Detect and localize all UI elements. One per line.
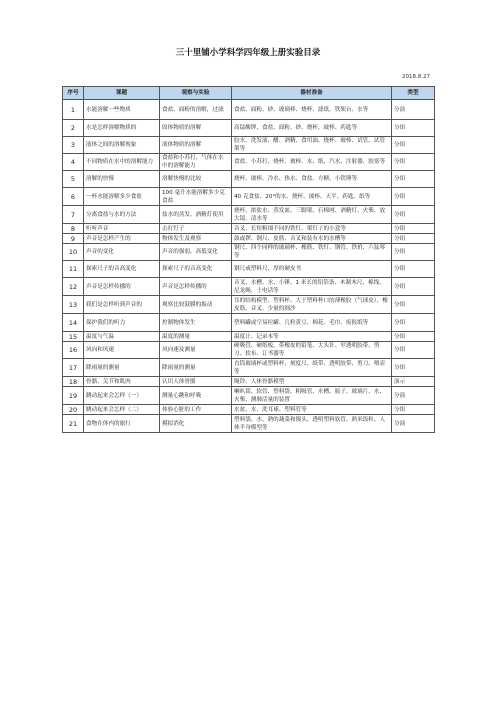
- cell-number: 9: [63, 234, 84, 244]
- cell-equipment: 水盆、水、洗耳球、塑料管等: [232, 405, 392, 415]
- cell-number: 12: [63, 278, 84, 296]
- cell-number: 10: [63, 244, 84, 261]
- cell-type: 分组: [392, 359, 435, 377]
- table-row: [63, 234, 435, 244]
- cell-number: 16: [63, 342, 84, 359]
- cell-type: 分组: [392, 332, 435, 342]
- cell-number: 14: [63, 314, 84, 332]
- cell-topic: 风向和风速: [84, 342, 160, 359]
- cell-equipment: 40 克食盐、20°的水、烧杯、玻棒、天平、药匙、纸等: [232, 188, 392, 206]
- table-row: [63, 120, 435, 137]
- cell-observation: 固体物质的溶解: [160, 120, 232, 137]
- cell-topic: 跳动起来会怎样（一）: [84, 387, 160, 405]
- cell-equipment: 鼓或锣、钢尺、皮筋、音叉和装有水的水槽等: [232, 234, 392, 244]
- experiment-table: [62, 86, 435, 433]
- cell-observation: 模拟消化: [160, 415, 232, 433]
- cell-number: 18: [63, 377, 84, 387]
- cell-equipment: 烧杯、浓盐水、蒸发皿、三脚架、石棉网、酒精灯、火柴、放大镜、清水等: [232, 206, 392, 224]
- cell-equipment: 高锰酸钾、食盐、面粉、砂、烧杯、玻棒、药匙等: [232, 120, 392, 137]
- cell-number: 2: [63, 120, 84, 137]
- table-row: [63, 188, 435, 206]
- cell-topic: 降雨量的测量: [84, 359, 160, 377]
- cell-type: 分组: [392, 342, 435, 359]
- cell-observation: 食盐、面粉的溶解，过滤: [160, 100, 232, 120]
- cell-type: 分组: [392, 405, 435, 415]
- cell-topic: 水能溶解一些物质: [84, 100, 160, 120]
- cell-equipment: 塑料罐或空易拉罐、几粒黄豆、棉花、毛巾、废报纸等: [232, 314, 392, 332]
- table-row: [63, 377, 435, 387]
- cell-type: 分组: [392, 171, 435, 188]
- cell-number: 11: [63, 261, 84, 278]
- cell-equipment: 音叉、水槽、水、小锤、1 米长的铝箔条、木制木尺、棉线、尼龙绳、土电话等: [232, 278, 392, 296]
- header-observation: 观察与实验: [160, 87, 232, 100]
- cell-observation: 液体物质的溶解: [160, 137, 232, 154]
- cell-type: 分组: [392, 120, 435, 137]
- cell-equipment: 钢尺或塑料尺、厚的硬皮书: [232, 261, 392, 278]
- cell-observation: 控制物体发生: [160, 314, 232, 332]
- cell-type: 分组: [392, 206, 435, 224]
- cell-equipment: 喇叭筒、软管、塑料袋、粗吸管、水槽、瓶子、玻璃片、水、火柴、测肺活量的装置: [232, 387, 392, 405]
- cell-type: 分演: [392, 100, 435, 120]
- document-title: 三十里铺小学科学四年级上册实验目录: [175, 48, 321, 58]
- cell-type: 分组: [392, 314, 435, 332]
- cell-equipment: 塑料袋、水、熟的蔬菜和馒头、透明塑料软管、熟米饭粒、人体半身模型等: [232, 415, 392, 433]
- cell-type: 分组: [392, 278, 435, 296]
- cell-number: 21: [63, 415, 84, 433]
- cell-topic: 声音是怎样产生的: [84, 234, 160, 244]
- cell-number: 4: [63, 154, 84, 171]
- cell-type: 分组: [392, 296, 435, 314]
- table-row: [63, 342, 435, 359]
- cell-number: 19: [63, 387, 84, 405]
- cell-type: 分组: [392, 154, 435, 171]
- cell-observation: 认识人体骨骼: [160, 377, 232, 387]
- cell-type: 分组: [392, 261, 435, 278]
- cell-number: 7: [63, 206, 84, 224]
- table-header-row: [63, 87, 435, 100]
- cell-type: 分演: [392, 415, 435, 433]
- table-row: [63, 224, 435, 234]
- cell-observation: 降雨量的测量: [160, 359, 232, 377]
- cell-observation: 声音的强弱、高低变化: [160, 244, 232, 261]
- cell-number: 3: [63, 137, 84, 154]
- cell-topic: 保护我们的听力: [84, 314, 160, 332]
- cell-type: 分演: [392, 387, 435, 405]
- cell-topic: 食物在体内的旅行: [84, 415, 160, 433]
- cell-topic: 听听声音: [84, 224, 160, 234]
- cell-equipment: 食盐、小苏打、烧杯、玻棒、水、纸、汽水、注射器、胶塞等: [232, 154, 392, 171]
- table-row: [63, 100, 435, 120]
- table-row: [63, 332, 435, 342]
- cell-observation: 100 毫升水能溶解多少克食盐: [160, 188, 232, 206]
- table-row: [63, 278, 435, 296]
- cell-type: 分组: [392, 224, 435, 234]
- cell-topic: 跳动起来会怎样（二）: [84, 405, 160, 415]
- cell-number: 1: [63, 100, 84, 120]
- table-row: [63, 387, 435, 405]
- cell-topic: 分离食盐与水的方法: [84, 206, 160, 224]
- cell-number: 8: [63, 224, 84, 234]
- cell-equipment: 耳的结构模型、塑料杯、大于塑料杯口的薄橡胶（气球皮）、橡皮筋、音叉、少量的细沙: [232, 296, 392, 314]
- cell-number: 5: [63, 171, 84, 188]
- cell-number: 20: [63, 405, 84, 415]
- table-row: [63, 314, 435, 332]
- cell-observation: 风向速及测量: [160, 342, 232, 359]
- cell-observation: 击打钉子: [160, 224, 232, 234]
- cell-type: 演示: [392, 377, 435, 387]
- cell-topic: 温度与气温: [84, 332, 160, 342]
- cell-equipment: 钢尺、四个同样的玻璃杯、橡筋、铁钉、钢管、铁价、六弦琴等: [232, 244, 392, 261]
- cell-topic: 溶解的快慢: [84, 171, 160, 188]
- table-row: [63, 154, 435, 171]
- cell-number: 17: [63, 359, 84, 377]
- cell-topic: 声音是怎样传播的: [84, 278, 160, 296]
- cell-observation: 食盐和小苏打、气体在水中的溶解能力: [160, 154, 232, 171]
- cell-observation: 盐水的蒸发、酒精灯使用: [160, 206, 232, 224]
- table-row: [63, 261, 435, 278]
- cell-equipment: 音叉、长短粗细不同的铁钉、架钉子的小盒等: [232, 224, 392, 234]
- cell-equipment: 食盐、面粉、砂、玻璃棒、烧杯、滤纸、铁架台、水等: [232, 100, 392, 120]
- cell-type: 分组: [392, 234, 435, 244]
- cell-topic: 声音的变化: [84, 244, 160, 261]
- cell-observation: 观察比较鼓膜的振动: [160, 296, 232, 314]
- cell-type: 分组: [392, 244, 435, 261]
- table-row: [63, 206, 435, 224]
- cell-equipment: 烧杯、玻棒、冷水、热水、食盐、方糖、小铁锤等: [232, 171, 392, 188]
- cell-topic: 水是怎样溶解物质的: [84, 120, 160, 137]
- table-row: [63, 296, 435, 314]
- table-row: [63, 405, 435, 415]
- cell-observation: 物体发生及观察: [160, 234, 232, 244]
- header-type: 类型: [392, 87, 435, 100]
- cell-observation: 探索尺子的音高变化: [160, 261, 232, 278]
- cell-topic: 液体之间的溶解现象: [84, 137, 160, 154]
- cell-topic: 骨骼、关节和肌肉: [84, 377, 160, 387]
- cell-observation: 声音是怎样传播的: [160, 278, 232, 296]
- table-row: [63, 359, 435, 377]
- table-row: [63, 244, 435, 261]
- cell-type: 分组: [392, 137, 435, 154]
- cell-observation: 温度的测量: [160, 332, 232, 342]
- cell-number: 13: [63, 296, 84, 314]
- cell-number: 15: [63, 332, 84, 342]
- cell-equipment: 胶水、洗发液、醋、酒精、食用油、烧杯、玻棒、试管、试管架等: [232, 137, 392, 154]
- cell-number: 6: [63, 188, 84, 206]
- table-row: [63, 137, 435, 154]
- cell-equipment: 温度计、记录本等: [232, 332, 392, 342]
- cell-equipment: 直筒玻璃杯或塑料杯、刻度尺、纸带、透明胶带、剪刀、喷壶等: [232, 359, 392, 377]
- cell-observation: 体验心脏的工作: [160, 405, 232, 415]
- cell-equipment: 绳铃、人体骨骼模型: [232, 377, 392, 387]
- cell-equipment: 硬吸管、硬纸板、带橡皮的铅笔、大头针、窄透明胶带、剪刀、软布、订书器等: [232, 342, 392, 359]
- cell-type: 分组: [392, 188, 435, 206]
- header-equipment: 器材准备: [232, 87, 392, 100]
- table-row: [63, 171, 435, 188]
- cell-observation: 溶解快慢的比较: [160, 171, 232, 188]
- document-date: 2018.8.27: [402, 74, 430, 80]
- cell-topic: 一杯水能溶解多少食盐: [84, 188, 160, 206]
- header-number: 序号: [63, 87, 84, 100]
- header-topic: 课题: [84, 87, 160, 100]
- cell-topic: 不同物质在水中的溶解能力: [84, 154, 160, 171]
- cell-topic: 我们是怎样听到声音的: [84, 296, 160, 314]
- cell-observation: 测量心跳和呼吸: [160, 387, 232, 405]
- cell-topic: 探索尺子的音高变化: [84, 261, 160, 278]
- table-row: [63, 415, 435, 433]
